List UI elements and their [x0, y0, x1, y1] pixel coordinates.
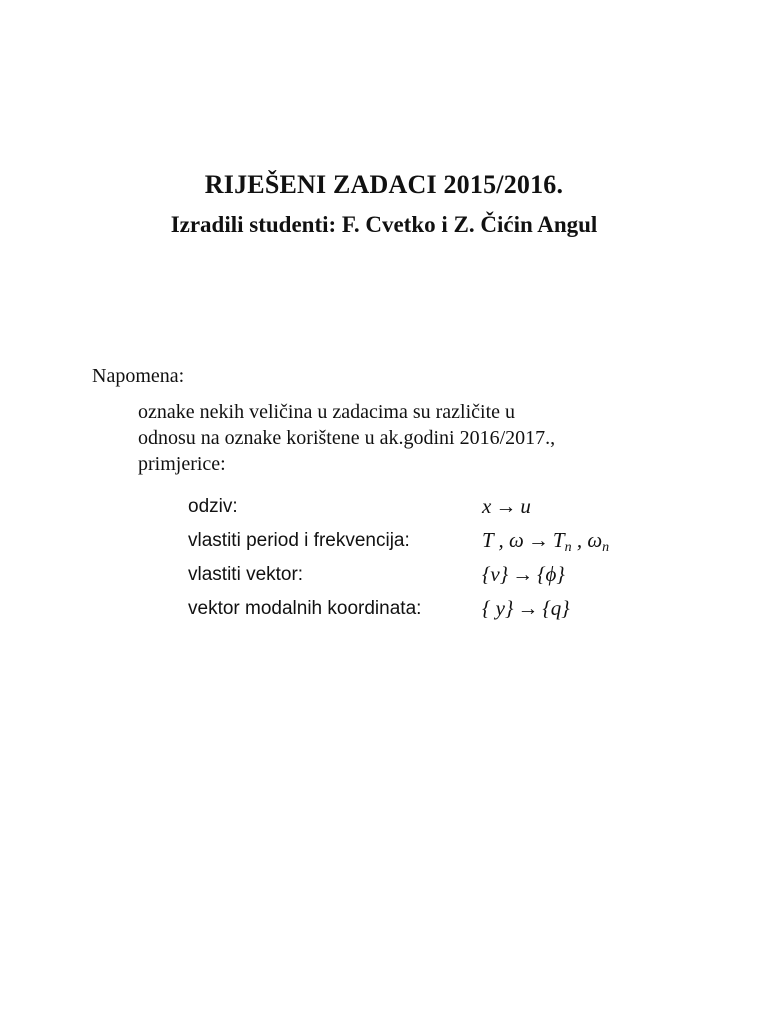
- arrow-icon: →: [517, 596, 539, 620]
- symbol-main: ω: [587, 528, 603, 552]
- notation-label: odziv:: [188, 496, 238, 517]
- note-text: [138, 399, 698, 477]
- symbol-separator: ,: [571, 528, 588, 552]
- document-title: RIJEŠENI ZADACI 2015/2016.: [204, 170, 564, 199]
- old-symbol: { y}: [482, 596, 514, 620]
- notation-mapping: [482, 562, 565, 587]
- note-line: oznake nekih veličina u zadacima su različite u: [138, 401, 516, 423]
- symbol-subscript: n: [564, 540, 572, 555]
- note-line: primjerice:: [138, 453, 226, 475]
- notation-mapping: [482, 528, 609, 556]
- notation-table: [188, 494, 648, 630]
- arrow-icon: →: [527, 528, 549, 552]
- symbol-main: T: [552, 528, 565, 552]
- new-symbol: {ϕ}: [537, 562, 565, 586]
- old-symbol: {v}: [482, 562, 509, 586]
- note-line: odnosu na oznake korištene u ak.godini 2016/2017.,: [138, 427, 556, 449]
- notation-mapping: [482, 494, 531, 519]
- notation-row-eigenvector: [188, 562, 648, 596]
- new-symbol: {q}: [542, 596, 570, 620]
- new-symbol: u: [520, 494, 531, 518]
- symbol-subscript: n: [602, 540, 610, 555]
- notation-row-response: [188, 494, 648, 528]
- old-symbol: T , ω: [482, 528, 524, 552]
- notation-label: vlastiti period i frekvencija:: [188, 530, 410, 551]
- new-symbol: [552, 528, 610, 555]
- arrow-icon: →: [512, 562, 534, 586]
- note-label: Napomena:: [92, 365, 185, 387]
- notation-mapping: [482, 596, 570, 621]
- old-symbol: x: [482, 494, 492, 518]
- notation-row-period-frequency: [188, 528, 648, 562]
- arrow-icon: →: [495, 494, 517, 518]
- notation-label: vlastiti vektor:: [188, 564, 304, 585]
- notation-label: vektor modalnih koordinata:: [188, 598, 422, 619]
- document-subtitle: Izradili studenti: F. Cvetko i Z. Čićin Angul: [170, 212, 598, 237]
- notation-row-modal-coordinates: [188, 596, 648, 630]
